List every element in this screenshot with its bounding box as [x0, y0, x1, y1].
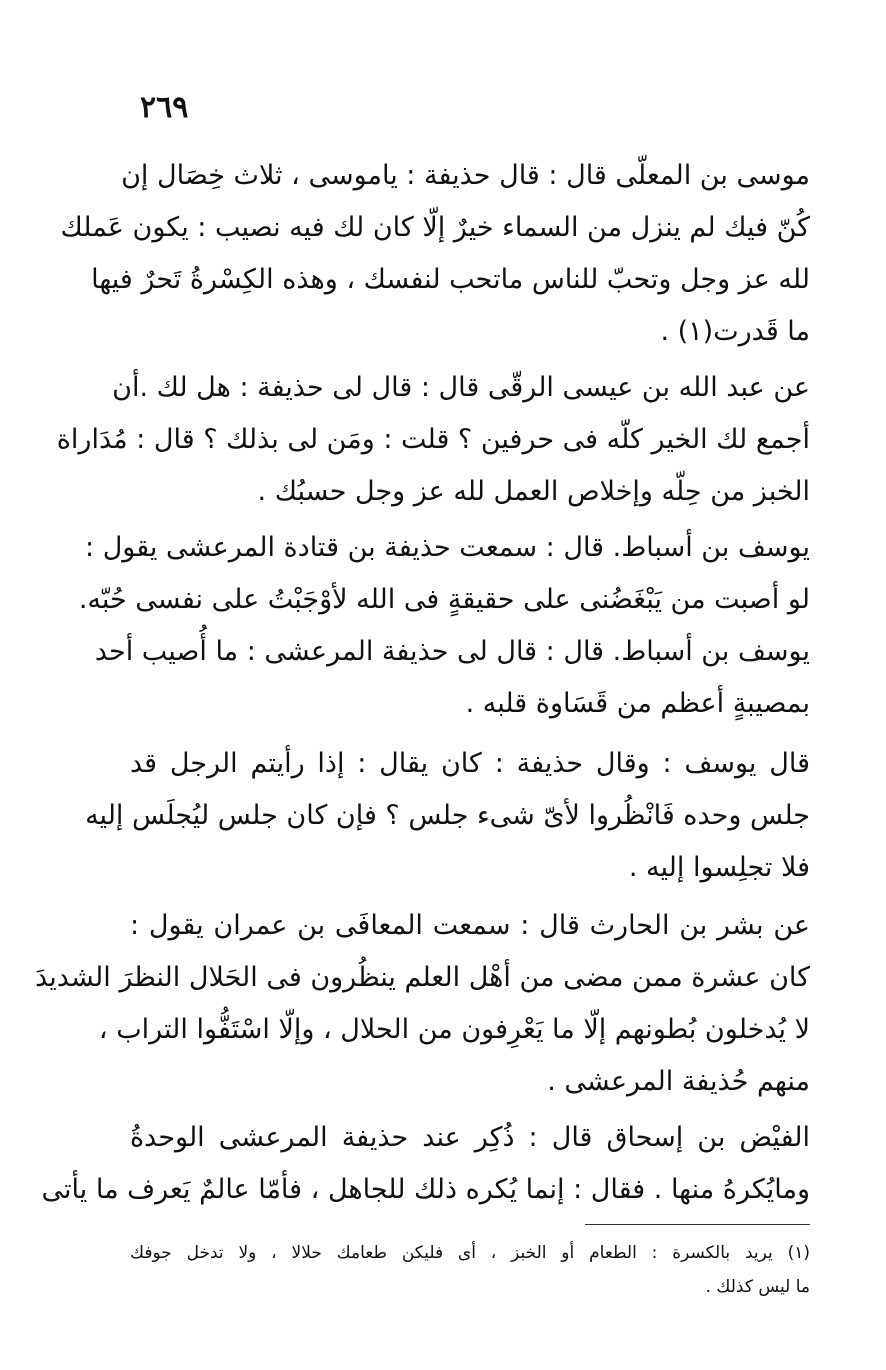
paragraph-5 — [85, 738, 810, 894]
text-line: قال يوسف : وقال حذيفة : كان يقال : إذا رأيتم الرجل قد — [130, 748, 810, 779]
text-line: لله عز وجل وتحبّ للناس ماتحب لنفسك ، وهذه الكِسْرةُ تَحرٌ فيها — [91, 264, 810, 295]
text-line: يوسف بن أسباط. قال : سمعت حذيفة بن قتادة المرعشى يقول : — [85, 532, 810, 563]
paragraph-4 — [94, 626, 810, 730]
text-line: فلا تجلِسوا إليه . — [628, 852, 810, 883]
text-line: عن بشر بن الحارث قال : سمعت المعافَى بن عمران يقول : — [130, 910, 810, 941]
text-line: الفيْض بن إسحاق قال : ذُكِر عند حذيفة المرعشى الوحدةُ — [130, 1122, 810, 1153]
paragraph-2 — [56, 362, 810, 518]
footnote-line: (١) يريد بالكسرة : الطعام أو الخبز ، أى فليكن طعامك حلالا ، ولا تدخل جوفك — [130, 1243, 810, 1263]
paragraph-6 — [35, 900, 810, 1108]
footnote-divider — [585, 1224, 810, 1225]
text-line: جلس وحده فَانْظُروا لأىّ شىء جلس ؟ فإن كان جلس ليُجلَس إليه — [85, 800, 810, 831]
paragraph-1 — [60, 150, 810, 358]
footnote-line: ما ليس كذلك . — [705, 1277, 810, 1297]
text-line: كُنّ فيك لم ينزل من السماء خيرٌ إلّا كان لك فيه نصيب : يكون عَملك — [60, 212, 810, 243]
text-line: عن عبد الله بن عيسى الرقّى قال : قال لى حذيفة : هل لك .أن — [112, 372, 810, 403]
text-line: يوسف بن أسباط. قال : قال لى حذيفة المرعشى : ما أُصيب أحد — [94, 636, 810, 667]
text-line: ما قَدرت(١) . — [660, 316, 810, 347]
text-line: بمصيبةٍ أعظم من قَسَاوة قلبه . — [465, 688, 810, 719]
text-line: ومايُكرهُ منها . فقال : إنما يُكره ذلك للجاهل ، فأمّا عالمٌ يَعرف ما يأتى — [41, 1174, 810, 1205]
text-line: منهم حُذيفة المرعشى . — [547, 1066, 810, 1097]
text-line: موسى بن المعلّى قال : قال حذيفة : ياموسى ، ثلاث خِصَال إن — [121, 160, 810, 191]
footnotes — [130, 1236, 810, 1304]
paragraph-3 — [78, 522, 810, 626]
paragraph-7 — [41, 1112, 810, 1216]
page-number: ٢٦٩ — [140, 90, 189, 125]
text-line: أجمع لك الخير كلّه فى حرفين ؟ قلت : ومَن لى بذلك ؟ قال : مُدَاراة — [56, 424, 810, 455]
text-line: لا يُدخلون بُطونهم إلّا ما يَعْرِفون من الحلال ، وإلّا اسْتَفُّوا التراب ، — [98, 1014, 810, 1045]
text-line: الخبز من حِلّه وإخلاص العمل لله عز وجل حسبُك . — [257, 476, 810, 507]
text-line: كان عشرة ممن مضى من أهْل العلم ينظُرون فى الحَلال النظرَ الشديدَ — [35, 962, 810, 993]
text-line: لو أصبت من يَبْغَضُنى على حقيقةٍ فى الله لأوْجَبْتُ على نفسى حُبّه. — [78, 584, 810, 615]
